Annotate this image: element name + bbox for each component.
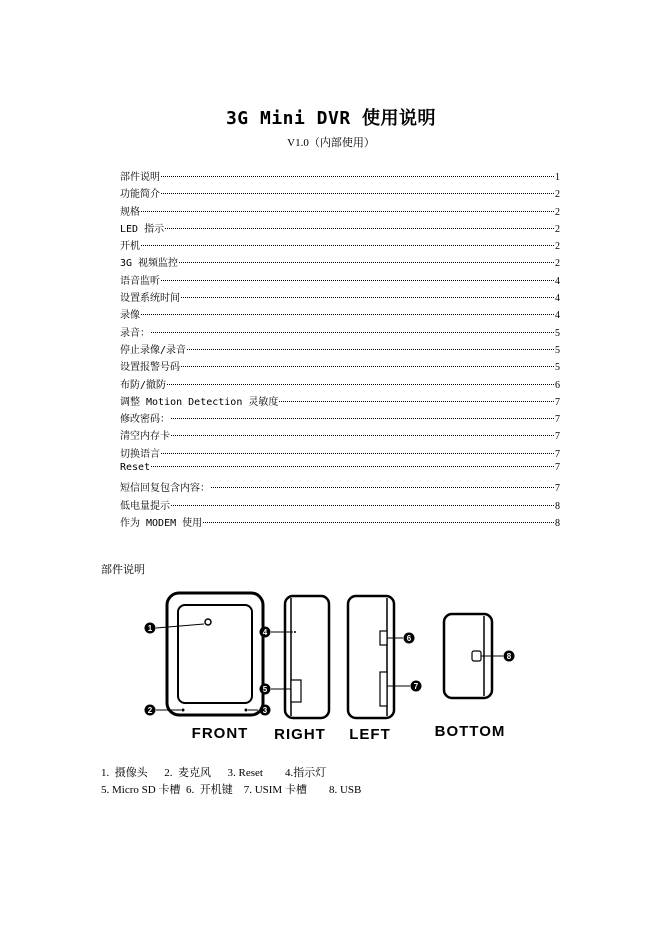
page-subtitle: V1.0（内部使用） [287, 137, 375, 149]
toc-leader-dots [187, 349, 554, 350]
callout-7 [411, 681, 422, 692]
toc-entry-page: 7 [555, 414, 560, 426]
parts-caption-line-1: 1. 摄像头 2. 麦克风 3. Reset 4.指示灯 [101, 767, 327, 779]
front-label: FRONT [191, 725, 249, 742]
toc-entry-title: 部件说明 [120, 172, 160, 183]
bottom-view [435, 614, 515, 740]
toc-entry-title: 规格 [120, 206, 140, 218]
toc-entry-page: 4 [555, 275, 560, 287]
toc-leader-dots [171, 505, 554, 506]
toc-entry-page: 2 [555, 206, 560, 218]
toc-entry-title: 清空内存卡 [120, 431, 170, 443]
toc-leader-dots [151, 466, 554, 467]
toc-entry-page: 1 [555, 172, 560, 183]
svg-text:7: 7 [413, 682, 419, 691]
toc-entry[interactable] [120, 254, 560, 271]
toc-entry-title: 开机 [120, 241, 140, 253]
toc-entry-page: 5 [555, 344, 560, 356]
toc-leader-dots [181, 366, 554, 367]
svg-text:4: 4 [262, 628, 268, 637]
toc-entry-title: 功能简介 [120, 189, 160, 201]
toc-entry-title: Reset [120, 462, 151, 474]
left-view [348, 596, 422, 743]
toc-entry-title: 录像 [120, 310, 140, 322]
page-title: 3G Mini DVR 使用说明 [225, 108, 437, 129]
callout-1 [145, 623, 156, 634]
camera-lens [205, 619, 211, 625]
toc-entry[interactable] [120, 306, 560, 323]
callout-5 [260, 684, 271, 695]
svg-text:8: 8 [506, 652, 512, 661]
toc-entry[interactable] [120, 289, 560, 306]
svg-text:1: 1 [147, 624, 153, 633]
bottom-label: BOTTOM [434, 723, 506, 740]
toc-entry[interactable] [120, 427, 560, 444]
toc-leader-dots [203, 522, 554, 523]
parts-caption-line-2: 5. Micro SD 卡槽 6. 开机键 7. USIM 卡槽 8. USB [101, 784, 362, 796]
toc-entry[interactable] [120, 272, 560, 289]
svg-text:2: 2 [147, 706, 153, 715]
toc-entry-page: 5 [555, 362, 560, 374]
toc-entry-title: 作为 MODEM 使用 [120, 517, 203, 529]
toc-entry-title: 3G 视频监控 [120, 258, 179, 270]
right-view [260, 596, 330, 743]
callout-2 [145, 705, 156, 716]
svg-text:3: 3 [262, 706, 268, 715]
left-label: LEFT [349, 726, 391, 743]
toc-entry-page: 5 [555, 327, 560, 339]
toc-entry[interactable] [120, 479, 560, 496]
toc-entry-title: 停止录像/录音 [120, 344, 187, 356]
toc-entry-page: 2 [555, 189, 560, 201]
toc-entry-page: 4 [555, 293, 560, 305]
toc-entry-page: 6 [555, 379, 560, 391]
toc-entry-title: 布防/撤防 [120, 379, 167, 391]
toc-entry-title: 语音监听 [120, 275, 160, 287]
toc-leader-dots [151, 332, 554, 333]
toc-entry[interactable] [120, 185, 560, 202]
callout-6 [404, 633, 415, 644]
table-of-contents [120, 168, 560, 531]
toc-entry-page: 2 [555, 258, 560, 270]
toc-entry[interactable] [120, 341, 560, 358]
toc-leader-dots [167, 384, 554, 385]
toc-leader-dots [161, 193, 554, 194]
toc-entry[interactable] [120, 168, 560, 185]
toc-leader-dots [181, 297, 554, 298]
toc-leader-dots [279, 401, 554, 402]
callout-4 [260, 627, 271, 638]
toc-entry-title: LED 指示 [120, 223, 165, 235]
usb-port [472, 651, 481, 661]
toc-entry[interactable] [120, 393, 560, 410]
toc-entry-title: 设置系统时间 [120, 293, 180, 305]
toc-entry-page: 8 [555, 500, 560, 512]
toc-entry-page: 4 [555, 310, 560, 322]
toc-entry-page: 7 [555, 448, 560, 460]
toc-entry-page: 7 [555, 396, 560, 408]
callout-3 [260, 705, 271, 716]
toc-entry[interactable] [120, 514, 560, 531]
svg-text:5: 5 [262, 685, 268, 694]
toc-leader-dots [165, 228, 554, 229]
section-heading: 部件说明 [101, 563, 145, 576]
toc-entry-title: 录音： [120, 327, 150, 339]
toc-leader-dots [211, 487, 554, 488]
toc-entry[interactable] [120, 203, 560, 220]
svg-text:6: 6 [406, 634, 412, 643]
toc-entry[interactable] [120, 324, 560, 341]
toc-entry[interactable] [120, 445, 560, 462]
toc-leader-dots [161, 280, 554, 281]
toc-leader-dots [179, 262, 554, 263]
toc-entry-title: 修改密码： [120, 414, 170, 426]
toc-entry-page: 7 [555, 483, 560, 495]
toc-entry-page: 7 [555, 462, 560, 474]
toc-leader-dots [161, 453, 554, 454]
right-label: RIGHT [274, 726, 326, 743]
callout-8 [504, 651, 515, 662]
toc-entry[interactable] [120, 237, 560, 254]
toc-leader-dots [171, 435, 554, 436]
toc-entry[interactable] [120, 497, 560, 514]
toc-entry-page: 8 [555, 517, 560, 529]
toc-entry-title: 低电量提示 [120, 500, 170, 512]
toc-entry-page: 2 [555, 223, 560, 235]
toc-entry-title: 切换语言 [120, 448, 160, 460]
toc-entry[interactable] [120, 220, 560, 237]
toc-entry[interactable] [120, 410, 560, 427]
toc-entry-title: 调整 Motion Detection 灵敏度 [120, 396, 279, 408]
toc-leader-dots [141, 314, 554, 315]
toc-leader-dots [141, 211, 554, 212]
toc-leader-dots [161, 176, 554, 177]
toc-entry-page: 2 [555, 241, 560, 253]
toc-leader-dots [171, 418, 554, 419]
toc-entry-title: 短信回复包含内容： [120, 483, 210, 495]
toc-entry[interactable] [120, 462, 560, 479]
toc-entry[interactable] [120, 358, 560, 375]
front-view [145, 593, 271, 742]
device-parts-figure [140, 588, 520, 748]
toc-leader-dots [141, 245, 554, 246]
toc-entry-title: 设置报警号码 [120, 362, 180, 374]
toc-entry[interactable] [120, 376, 560, 393]
toc-entry-page: 7 [555, 431, 560, 443]
